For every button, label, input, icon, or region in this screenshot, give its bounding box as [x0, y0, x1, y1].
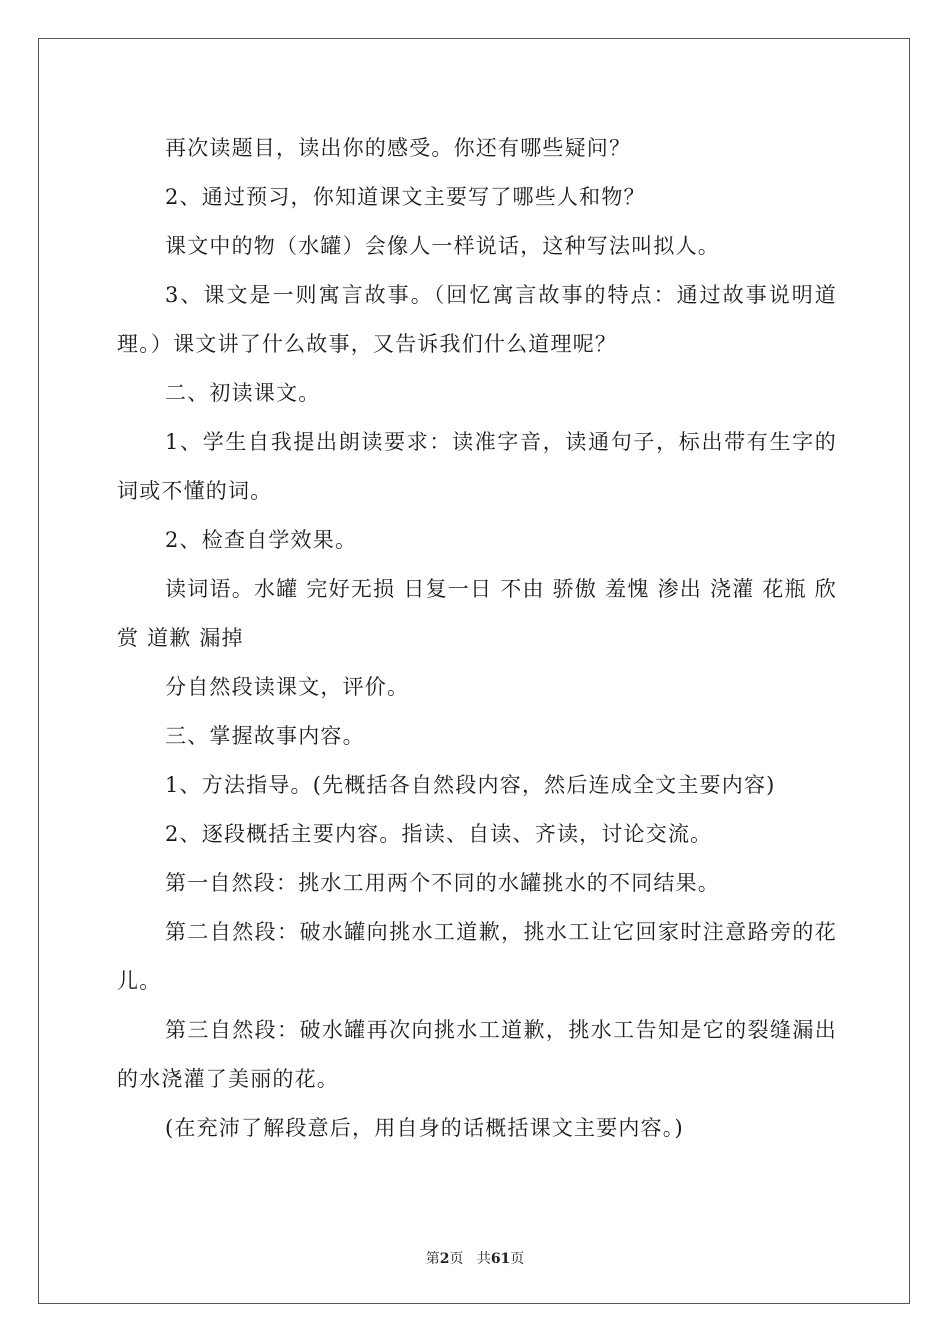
paragraph: 2、通过预习，你知道课文主要写了哪些人和物？ [165, 185, 646, 209]
vocabulary-list: 读词语。水罐 完好无损 日复一日 不由 骄傲 羞愧 渗出 浇灌 花瓶 欣赏 道歉 漏掉 [117, 577, 837, 650]
paragraph: 3、课文是一则寓言故事。（回忆寓言故事的特点：通过故事说明道理。）课文讲了什么故事，又告诉我们什么道理呢？ [117, 283, 837, 356]
total-pages: 61 [490, 1251, 511, 1267]
page-prefix: 第 [425, 1251, 440, 1267]
page-footer [0, 1248, 950, 1268]
page-number: 2 [439, 1251, 450, 1267]
section-heading: 三、掌握故事内容。 [165, 724, 365, 748]
paragraph: 课文中的物（水罐）会像人一样说话，这种写法叫拟人。 [165, 234, 720, 258]
paragraph: 第二自然段：破水罐向挑水工道歉，挑水工让它回家时注意路旁的花儿。 [117, 920, 837, 993]
paragraph: 1、学生自我提出朗读要求：读准字音，读通句子，标出带有生字的词或不懂的词。 [117, 430, 837, 503]
section-heading: 二、初读课文。 [165, 381, 321, 405]
page-suffix: 页 [449, 1251, 464, 1267]
paragraph: 第一自然段：挑水工用两个不同的水罐挑水的不同结果。 [165, 871, 720, 895]
paragraph: 2、检查自学效果。 [165, 528, 358, 552]
paragraph: 再次读题目，读出你的感受。你还有哪些疑问？ [165, 136, 632, 160]
paragraph: (在充沛了解段意后，用自身的话概括课文主要内容。) [165, 1116, 684, 1140]
paragraph: 1、方法指导。(先概括各自然段内容，然后连成全文主要内容) [165, 773, 776, 797]
total-suffix: 页 [510, 1251, 525, 1267]
total-prefix: 共 [476, 1251, 491, 1267]
document-body [117, 124, 837, 1153]
paragraph: 第三自然段：破水罐再次向挑水工道歉，挑水工告知是它的裂缝漏出的水浇灌了美丽的花。 [117, 1018, 837, 1091]
paragraph: 2、逐段概括主要内容。指读、自读、齐读，讨论交流。 [165, 822, 713, 846]
paragraph: 分自然段读课文，评价。 [165, 675, 410, 699]
